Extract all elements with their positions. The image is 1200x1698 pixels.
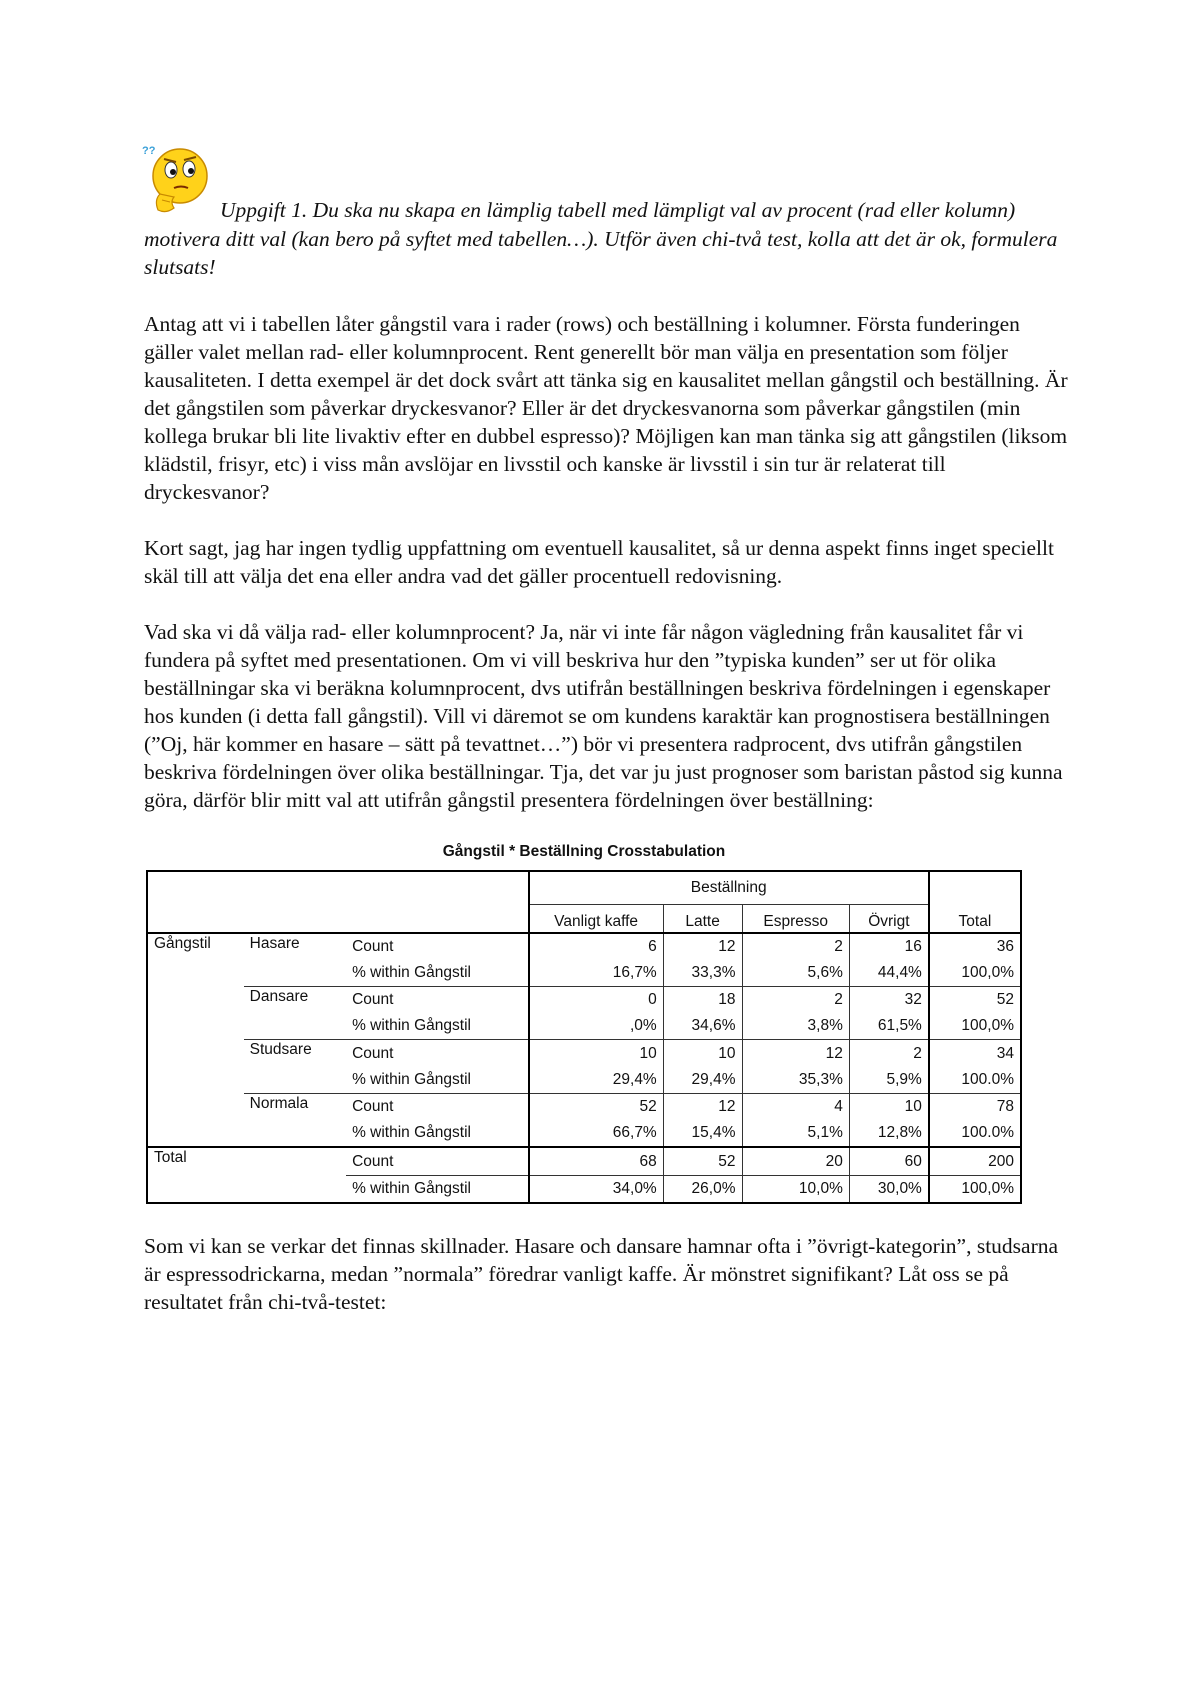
paragraph-conclusion: Som vi kan se verkar det finnas skillnader. Hasare och dansare hamnar ofta i ”övrigt-kategorin”, studsarna är espressodrickarna, medan ”normala” föredrar vanligt kaffe. Är mönstret signifikant? Låt oss se på resultatet från chi-två-testet:: [144, 1234, 1059, 1314]
cell: 2: [849, 1040, 928, 1067]
table-row: [147, 933, 1021, 960]
stat-label: Count: [346, 933, 528, 960]
cell: 29,4%: [529, 1067, 664, 1094]
total-row-label: Total: [147, 1147, 346, 1203]
col-header-latte: Latte: [663, 905, 742, 933]
cell: 33,3%: [663, 960, 742, 987]
col-header-espresso: Espresso: [742, 905, 849, 933]
cell: 26,0%: [663, 1175, 742, 1203]
cell: 12: [663, 1093, 742, 1120]
group-label: Normala: [249, 1094, 309, 1112]
cell: 29,4%: [663, 1067, 742, 1094]
stat-label: % within Gångstil: [346, 1120, 528, 1147]
cell: 44,4%: [849, 960, 928, 987]
cell: 4: [742, 1093, 849, 1120]
paragraph-causality: Antag att vi i tabellen låter gångstil vara i rader (rows) och beställning i kolumner. Första funderingen gäller valet mellan rad- eller kolumnprocent. Rent generellt bör man välja en presentation som följer kausaliteten. I detta exempel är det dock svårt att tänka sig en kausalitet mellan gångstil och beställning. Är det gångstilen som påverkar dryckesvanor? Eller är det dryckesvanorna som påverkar gångstilen (min kollega brukar bli lite livaktiv efter en dubbel espresso)? Möjligen kan man tänka sig att gångstilen (liksom klädstil, frisyr, etc) i viss mån avslöjar en livsstil och kanske är livsstil i sin tur är relaterat till dryckesvanor?: [144, 312, 1068, 504]
row-var-label: Gångstil: [154, 934, 211, 952]
cell: 10: [529, 1040, 664, 1067]
cell: 66,7%: [529, 1120, 664, 1147]
paragraph-choice: Vad ska vi då välja rad- eller kolumnprocent? Ja, när vi inte får någon vägledning från kausalitet får vi fundera på syftet med presentationen. Om vi vill beskriva hur den ”typiska kunden” ser ut för olika beställningar ska vi beräkna kolumnprocent, dvs utifrån beställningen beskriva fördelningen i egenskaper hos kunden (i detta fall gångstil). Vill vi däremot se om kundens karaktär kan prognostisera beställningen (”Oj, här kommer en hasare – sätt på tevattnet…”) bör vi presentera radprocent, dvs utifrån gångstilen beskriva fördelningen över olika beställningar. Tja, det var ju just prognoser som baristan påstod sig kunna göra, därför blir mitt val att utifrån gångstil presentera fördelningen över beställning:: [144, 620, 1063, 812]
cell: 18: [663, 987, 742, 1014]
crosstab-table: [146, 870, 1022, 1204]
cell-total: 200: [929, 1147, 1021, 1175]
cell: 16,7%: [529, 960, 664, 987]
table-row: [147, 1147, 1021, 1175]
cell: 5,1%: [742, 1120, 849, 1147]
table-row: [147, 1093, 1021, 1120]
cell-total: 100,0%: [929, 1175, 1021, 1203]
cell: 2: [742, 987, 849, 1014]
stat-label: Count: [346, 1093, 528, 1120]
cell: 12,8%: [849, 1120, 928, 1147]
cell: 20: [742, 1147, 849, 1175]
cell: 32: [849, 987, 928, 1014]
cell: 6: [529, 933, 664, 960]
cell: ,0%: [529, 1013, 664, 1040]
table-row: [147, 1040, 1021, 1067]
cell: 35,3%: [742, 1067, 849, 1094]
table-title: Gångstil * Beställning Crosstabulation: [442, 843, 726, 860]
task-text: Uppgift 1. Du ska nu skapa en lämplig tabell med lämpligt val av procent (rad eller kolumn) motivera ditt val (kan bero på syftet med tabellen…). Utför även chi-två test, kolla att det är ok, formulera slutsats!: [144, 198, 1058, 279]
cell-total: 100.0%: [961, 1124, 1014, 1142]
column-group-label: Beställning: [529, 871, 929, 905]
cell: 12: [742, 1040, 849, 1067]
cell: 60: [849, 1147, 928, 1175]
stat-label: % within Gångstil: [346, 960, 528, 987]
cell: 5,6%: [742, 960, 849, 987]
group-label: Hasare: [244, 933, 346, 987]
group-label: Dansare: [244, 987, 346, 1040]
col-header-vanligt-kaffe: Vanligt kaffe: [529, 905, 664, 933]
cell: 61,5%: [849, 1013, 928, 1040]
cell-total: 36: [996, 937, 1014, 955]
cell-total: 78: [996, 1098, 1014, 1116]
col-header-ovrigt: Övrigt: [849, 905, 928, 933]
header-corner: [147, 871, 529, 933]
cell: 16: [849, 933, 928, 960]
cell: 10: [663, 1040, 742, 1067]
svg-text:??: ??: [142, 145, 156, 157]
header-total: Total: [929, 871, 1021, 933]
stat-label: Count: [346, 987, 528, 1014]
cell: 0: [529, 987, 664, 1014]
cell: 68: [529, 1147, 664, 1175]
cell-total: 100,0%: [929, 1013, 1021, 1040]
cell: 34,6%: [663, 1013, 742, 1040]
cell: 34,0%: [529, 1175, 664, 1203]
cell: 2: [742, 933, 849, 960]
cell: 5,9%: [849, 1067, 928, 1094]
cell: 30,0%: [849, 1175, 928, 1203]
cell: 12: [663, 933, 742, 960]
cell-total: 52: [996, 991, 1014, 1009]
stat-label: Count: [346, 1040, 528, 1067]
paragraph-summary: Kort sagt, jag har ingen tydlig uppfattning om eventuell kausalitet, så ur denna aspekt finns inget speciellt skäl till att välja det ena eller andra vad det gäller procentuell redovisning.: [144, 536, 1054, 588]
cell: 10,0%: [742, 1175, 849, 1203]
cell: 52: [663, 1147, 742, 1175]
cell: 52: [529, 1093, 664, 1120]
cell-total: 34: [996, 1044, 1014, 1062]
cell-total: 100,0%: [929, 960, 1021, 987]
cell-total: 100.0%: [929, 1067, 1021, 1094]
stat-label: % within Gångstil: [346, 1013, 528, 1040]
stat-label: % within Gångstil: [346, 1175, 528, 1203]
stat-label: Count: [346, 1147, 528, 1175]
cell: 3,8%: [742, 1013, 849, 1040]
cell: 15,4%: [663, 1120, 742, 1147]
cell: 10: [849, 1093, 928, 1120]
table-header-row: [147, 871, 1021, 905]
table-row: [147, 987, 1021, 1014]
group-label: Studsare: [244, 1040, 346, 1093]
stat-label: % within Gångstil: [346, 1067, 528, 1094]
